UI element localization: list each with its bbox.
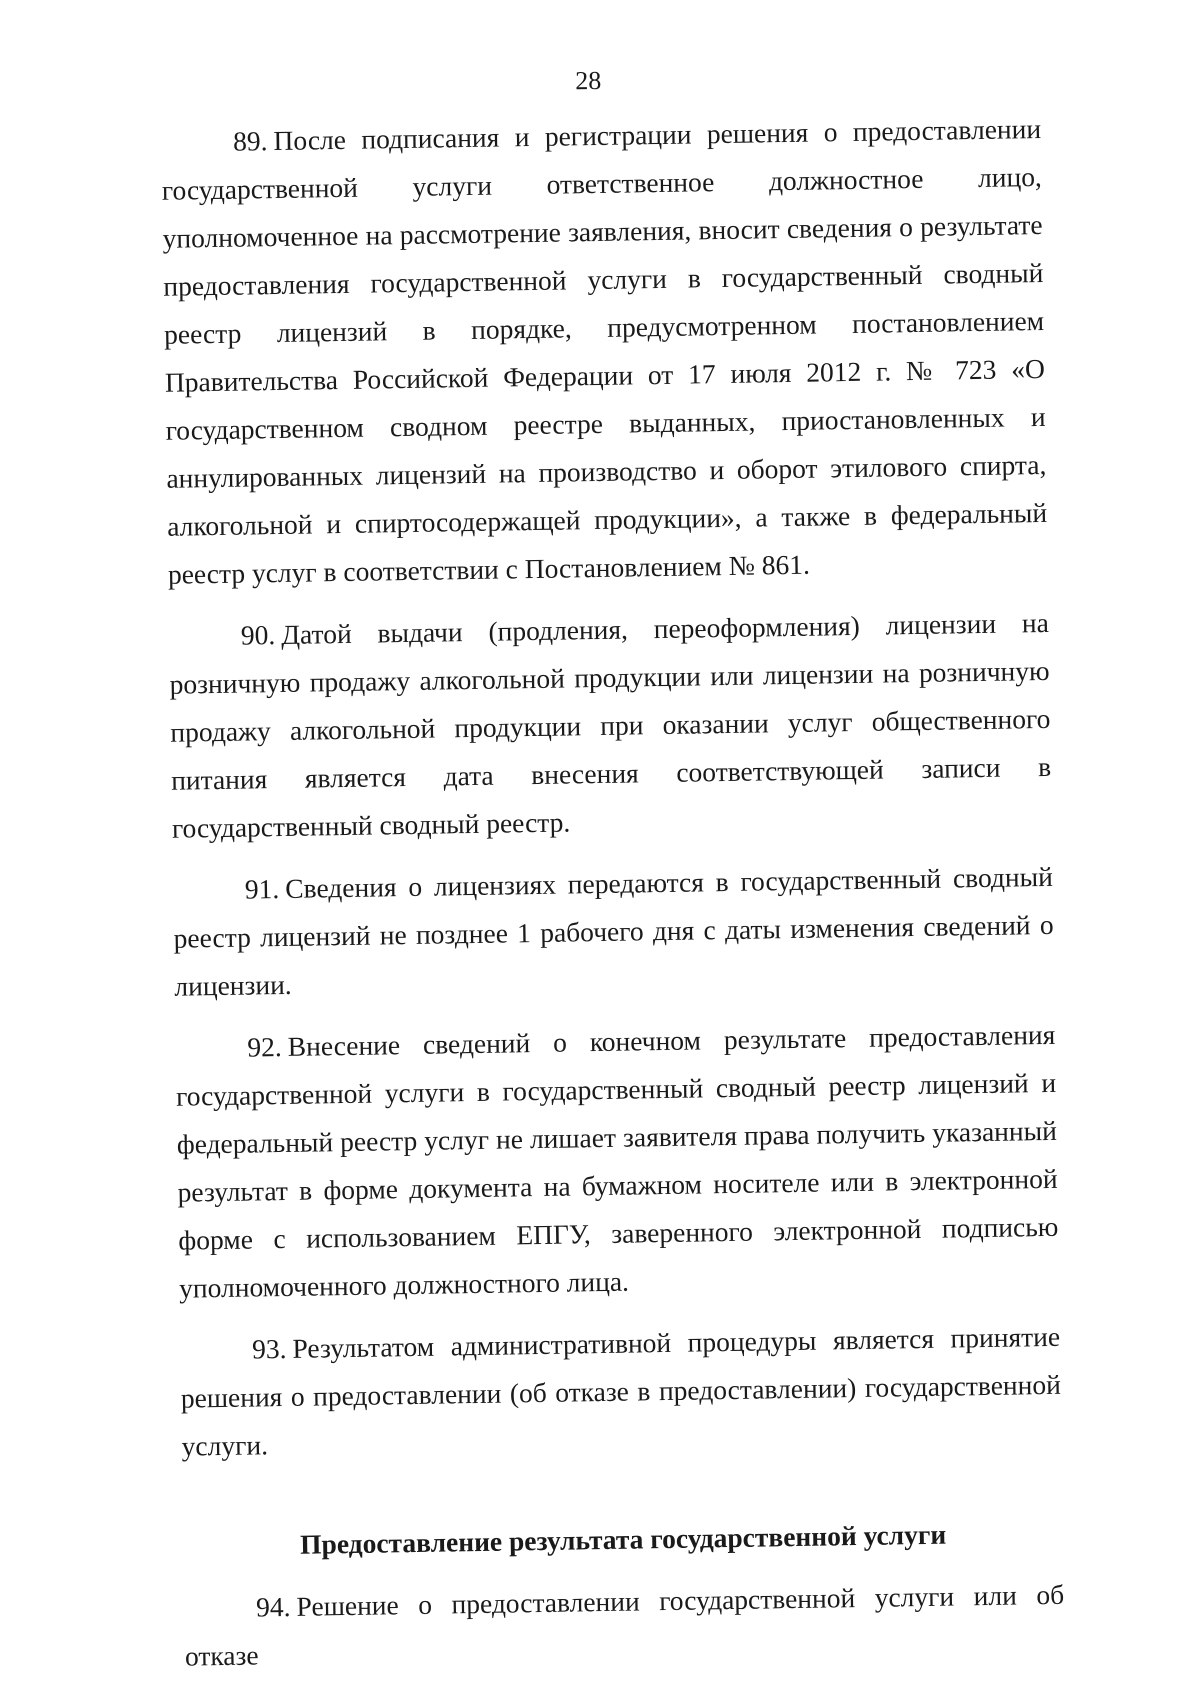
paragraph-text: Внесение сведений о конечном результате предоставления государственной услуги в государственный сводный реестр лицензий и федеральный реестр услуг не лишает заявителя права получить указанный результат в форме документа на бумажном носителе или в электронной форме с использованием ЕПГУ, заверенного электронной подписью уполномоченного должностного лица. [175, 1018, 1059, 1304]
paragraph-text: Датой выдачи (продления, переоформления) лицензии на розничную продажу алкогольной продукции или лицензии на розничную продажу алкогольной продукции при оказании услуг общественного питания является дата внесения соответствующей записи в государственный сводный реестр. [169, 606, 1052, 844]
paragraph-90 [169, 599, 1053, 853]
paragraph-number: 94. [255, 1590, 291, 1623]
paragraph-number: 92. [247, 1031, 282, 1063]
paragraph-94 [184, 1571, 1065, 1681]
paragraph-text: Результатом административной процедуры является принятие решения о предоставлении (об отказе в предоставлении) государственной услуги. [180, 1320, 1062, 1462]
paragraph-text: Сведения о лицензиях передаются в государственный сводный реестр лицензий не позднее 1 рабочего дня с даты изменения сведений о лицензии. [173, 860, 1054, 1002]
paragraph-number: 93. [251, 1332, 287, 1365]
paragraph-text: Решение о предоставлении государственной услуги или об отказе [184, 1578, 1065, 1672]
section-heading: Предоставление результата государственной услуги [299, 1518, 947, 1560]
paragraph-91 [173, 853, 1055, 1011]
paragraph-89 [161, 105, 1048, 599]
paragraph-text: После подписания и регистрации решения о предоставлении государственной услуги ответственное должностное лицо, уполномоченное на рассмотрение заявления, вносит сведения о результате предоставления государственной услуги в государственный сводный реестр лицензий в порядке, предусмотренном постановлением Правительства Российской Федерации от 17 июля 2012 г. № 723 «О государственном сводном реестре выданных, приостановленных и аннулированных лицензий на производство и оборот этилового спирта, алкогольной и спиртосодержащей продукции», а также в федеральный реестр услуг в соответствии с Постановлением № 861. [161, 112, 1048, 590]
paragraph-92 [175, 1011, 1059, 1313]
paragraph-number: 91. [244, 873, 280, 905]
document-body [161, 105, 1066, 1695]
paragraph-number: 89. [232, 125, 268, 157]
paragraph-93 [180, 1313, 1062, 1471]
paragraph-number: 90. [240, 619, 276, 651]
page-number: 28 [575, 65, 602, 96]
